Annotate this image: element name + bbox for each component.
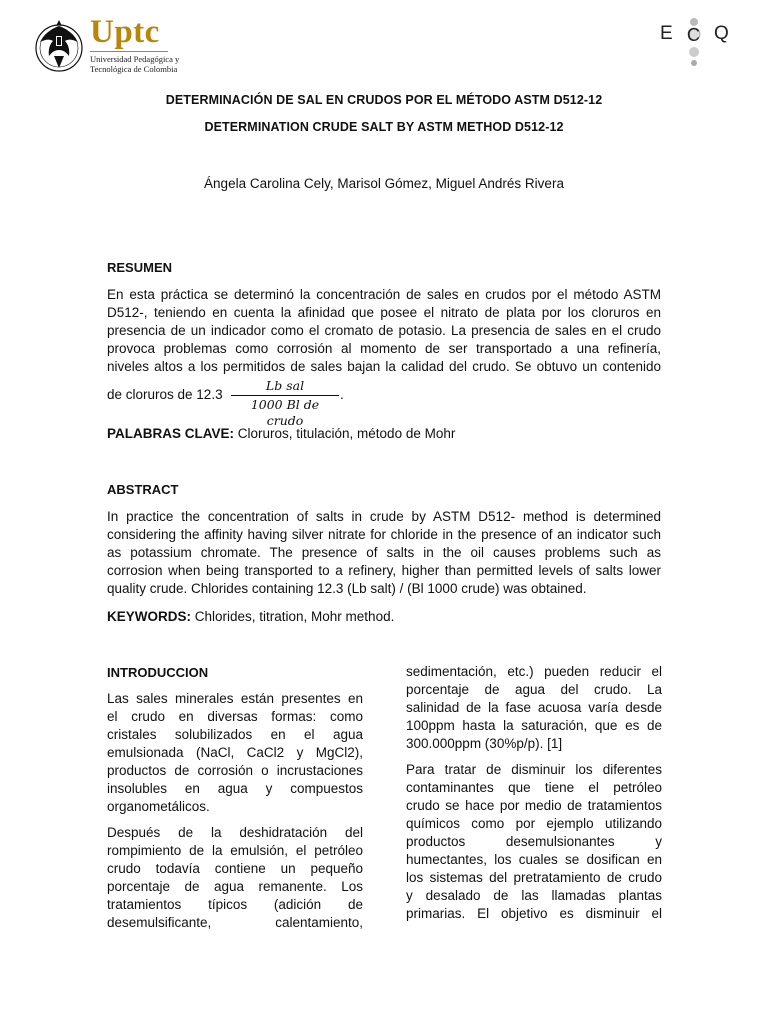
- uptc-subtitle-line-2: Tecnológica de Colombia: [90, 64, 178, 74]
- intro-line: el crudo en diversas formas: como: [107, 709, 363, 724]
- title-english: DETERMINATION CRUDE SALT BY ASTM METHOD D512-12: [204, 120, 564, 134]
- intro-line: sedimentación, etc.) pueden reducir el: [406, 664, 662, 679]
- ecq-letter-e: E: [660, 23, 673, 44]
- palabras-clave-text: Cloruros, titulación, método de Mohr: [234, 426, 456, 441]
- palabras-clave-label: PALABRAS CLAVE:: [107, 426, 234, 441]
- intro-line: productos de corrosión o incrustaciones: [107, 763, 363, 778]
- intro-line: rompimiento de la emulsión, el petróleo: [107, 843, 363, 858]
- intro-line: crudo se hace por medio de tratamientos: [406, 798, 662, 813]
- uptc-subtitle-line-1: Universidad Pedagógica y: [90, 54, 180, 64]
- intro-right-paragraph-2: [406, 761, 662, 923]
- resumen-heading: RESUMEN: [107, 260, 173, 275]
- formula-numerator: Lb sal: [265, 378, 305, 393]
- keywords: [107, 609, 394, 624]
- abstract-line: corrosion when being transported to a refinery, higher than permitted levels of salts lower: [107, 563, 661, 578]
- introduccion-heading: INTRODUCCION: [107, 665, 209, 680]
- intro-line: Para tratar de disminuir los diferentes: [406, 762, 662, 777]
- intro-line: productos desemulsionantes y: [406, 834, 662, 849]
- intro-line: cristales solubilizados en el agua: [107, 727, 363, 742]
- intro-line: los sistemas del pretratamiento de crudo: [406, 870, 662, 885]
- intro-line: primarias. El objetivo es disminuir el: [406, 906, 662, 921]
- keywords-label: KEYWORDS:: [107, 609, 191, 624]
- intro-line: organometálicos.: [107, 799, 210, 814]
- uptc-wordmark: Uptc: [90, 14, 160, 50]
- abstract-line: as potassium chromate. The presence of salts in the oil causes problems such as: [107, 545, 661, 560]
- resumen-line: provoca problemas como corrosión al momento de ser transportado a una refinería,: [107, 341, 661, 356]
- uptc-subtitle: [90, 54, 180, 74]
- intro-line: porcentaje de agua del crudo. La: [406, 682, 662, 697]
- abstract-line: In practice the concentration of salts in crude by ASTM D512- method is determined: [107, 509, 661, 524]
- formula-fraction: [231, 378, 339, 428]
- intro-line: Las sales minerales están presentes en: [107, 691, 363, 706]
- intro-line: 100ppm hasta la saturación, que es de: [406, 718, 662, 733]
- uptc-divider: [90, 51, 168, 52]
- intro-line: contaminantes que tiene el petróleo: [406, 780, 662, 795]
- abstract-line: quality crude. Chlorides containing 12.3 (Lb salt) / (Bl 1000 crude) was obtained.: [107, 581, 587, 596]
- formula-prefix: de cloruros de 12.3: [107, 387, 223, 402]
- intro-right-paragraph-1: [406, 663, 662, 753]
- intro-line: porcentaje de agua remanente. Los: [107, 879, 363, 894]
- title-spanish: DETERMINACIÓN DE SAL EN CRUDOS POR EL MÉTODO ASTM D512-12: [165, 93, 603, 107]
- uptc-logo: [34, 12, 180, 80]
- ecq-letter-c: C: [687, 25, 700, 45]
- resumen-line: D512-, teniendo en cuenta la afinidad que posee el nitrato de plata por los cloruros en: [107, 305, 661, 320]
- ecq-letter-q: Q: [714, 23, 729, 44]
- intro-line: humectantes, los cuales se dosifican en: [406, 852, 662, 867]
- palabras-clave: [107, 426, 455, 441]
- chloride-formula: [107, 378, 667, 428]
- intro-line: emulsionada (NaCl, CaCl2 y MgCl2),: [107, 745, 363, 760]
- resumen-paragraph: [107, 286, 661, 376]
- keywords-text: Chlorides, titration, Mohr method.: [191, 609, 395, 624]
- resumen-line: niveles altos a los permitidos de sales bajan la calidad del crudo. Se obtuvo un contenido: [107, 359, 661, 374]
- intro-line: Después de la deshidratación del: [107, 825, 363, 840]
- intro-right-column: [406, 663, 662, 923]
- intro-left-column: [107, 664, 363, 932]
- intro-line: y desalado de las llamadas plantas: [406, 888, 662, 903]
- intro-line: tratamientos típicos (adición de: [107, 897, 363, 912]
- intro-line: químicos como por ejemplo utilizando: [406, 816, 662, 831]
- formula-denominator: 1000 Bl de crudo: [250, 397, 320, 428]
- intro-left-paragraph-1: [107, 690, 363, 816]
- abstract-heading: ABSTRACT: [107, 482, 179, 497]
- abstract-paragraph: [107, 508, 661, 598]
- authors: Ángela Carolina Cely, Marisol Gómez, Miguel Andrés Rivera: [204, 176, 564, 191]
- intro-line: salinidad de la fase acuosa varía desde: [406, 700, 662, 715]
- resumen-line: En esta práctica se determinó la concentración de sales en crudos por el método ASTM: [107, 287, 661, 302]
- ecq-logo-icon: [658, 14, 738, 70]
- fraction-bar: [231, 395, 339, 396]
- eagle-seal-icon: [34, 12, 84, 78]
- intro-line: desemulsificante, calentamiento,: [107, 915, 363, 930]
- intro-line: crudo todavía contiene un pequeño: [107, 861, 363, 876]
- formula-suffix: .: [340, 387, 344, 402]
- intro-line: insolubles en agua y compuestos: [107, 781, 363, 796]
- intro-left-paragraph-2: [107, 824, 363, 932]
- intro-line: 300.000ppm (30%p/p). [1]: [406, 736, 563, 751]
- resumen-line: presencia de un indicador como el cromato de potasio. La presencia de sales en el crudo: [107, 323, 661, 338]
- abstract-line: considering the affinity having silver nitrate for chloride in the presence of an indicator such: [107, 527, 661, 542]
